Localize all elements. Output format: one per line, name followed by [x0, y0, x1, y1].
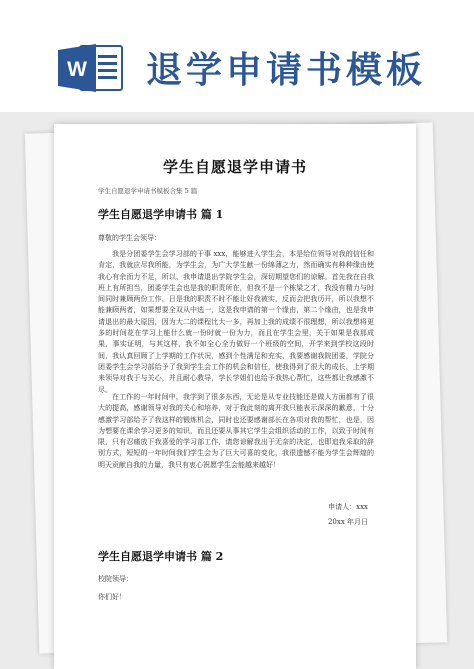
- section-1-paragraph: 我是分团委学生会学习部的干事 xxx，能够进入学生会，本是给位领导对我的信任和肯定，我就应尽我所能，为学生会，为广大学生献一份绵薄之力，然而确实有种种缘由使我心有余而力不足，所以，我申请退出学院学生会，深切期望您们的谅解。首先我在自我班上有所担当，团委学生会也是我的职责所在，但我不是一个栋梁之才，我没有精力与时间同时兼顾两份工作，日是我的职责不时不能让好我被实，反而会把我历开，所以我想不能兼顾两者，如果想要全双从中选一，这是我申请的第一个缘由，第二个缘由，也是我申请退出的最大原因，因为大二的课程比大一多，再加上我的成绩不很理想，所以我想将更多的时间花在学习上能什么就一份时就一份为力，而且在学生会里，关于如果是我那成果，事实证明，与其这样，我不如全心全力做好一个班级的空间，开学来到学校这段时间，我认真回顾了上学期的工作状况，感到个性满足和充实，我要感谢我院团委，学院分团委学生会学习部给予了我到学生会工作的机会和信任，使我得到了很大的成长，上学期来领导对我于与关心，并且耐心教导，学长学姐们也给予我热心帮忙，这些都让我感激不尽。: [98, 250, 374, 394]
- section-2-heading: 学生自愿退学申请书 篇 2: [98, 550, 224, 563]
- section-2-opening: 你们好！: [98, 593, 126, 601]
- section-2-greeting: 校院领导：: [98, 575, 133, 583]
- document-title: 学生自愿退学申请书: [162, 158, 307, 176]
- section-1-paragraph: 在工作的一年时间中，我学到了很多东西，无论是从专业技能还是做人方面都有了很大的提高，感谢领导对我的关心和培养，对于我此刻的离开我只能表示深深的歉意，十分感激学习部给予了我这样的锻炼机会，同时也还要感谢部长在各项对我的帮忙，也是，因为想要在课余学习更多的知识，而且还要从事其它学生会组织活动的工作，以致于时间有限，只有忍痛放下我喜爱的学习部工作，请您谅解我出于无奈的决定，也即追我采取的辞别方式，短短的一年时间我们学生会为了巨大可喜的变化，我很遗憾不能为学生会辉煌的明天贡献自我的力量，我只有衷心祝愿学生会能越来越好！: [98, 393, 374, 469]
- document-subtitle: 学生自愿退学申请书模板合集 5 篇: [98, 187, 198, 195]
- document-page: [54, 124, 416, 669]
- section-1-greeting: 尊敬的学生会领导：: [98, 234, 161, 242]
- section-1-heading: 学生自愿退学申请书 篇 1: [98, 208, 224, 221]
- banner: [0, 0, 474, 112]
- sign-date: 20xx 年月日: [327, 518, 368, 526]
- logo-letter: W: [67, 58, 87, 81]
- banner-title: 退学申请书模板: [146, 50, 427, 91]
- word-document-icon: [58, 44, 124, 92]
- signer-line: 申请人：xxx: [328, 503, 368, 511]
